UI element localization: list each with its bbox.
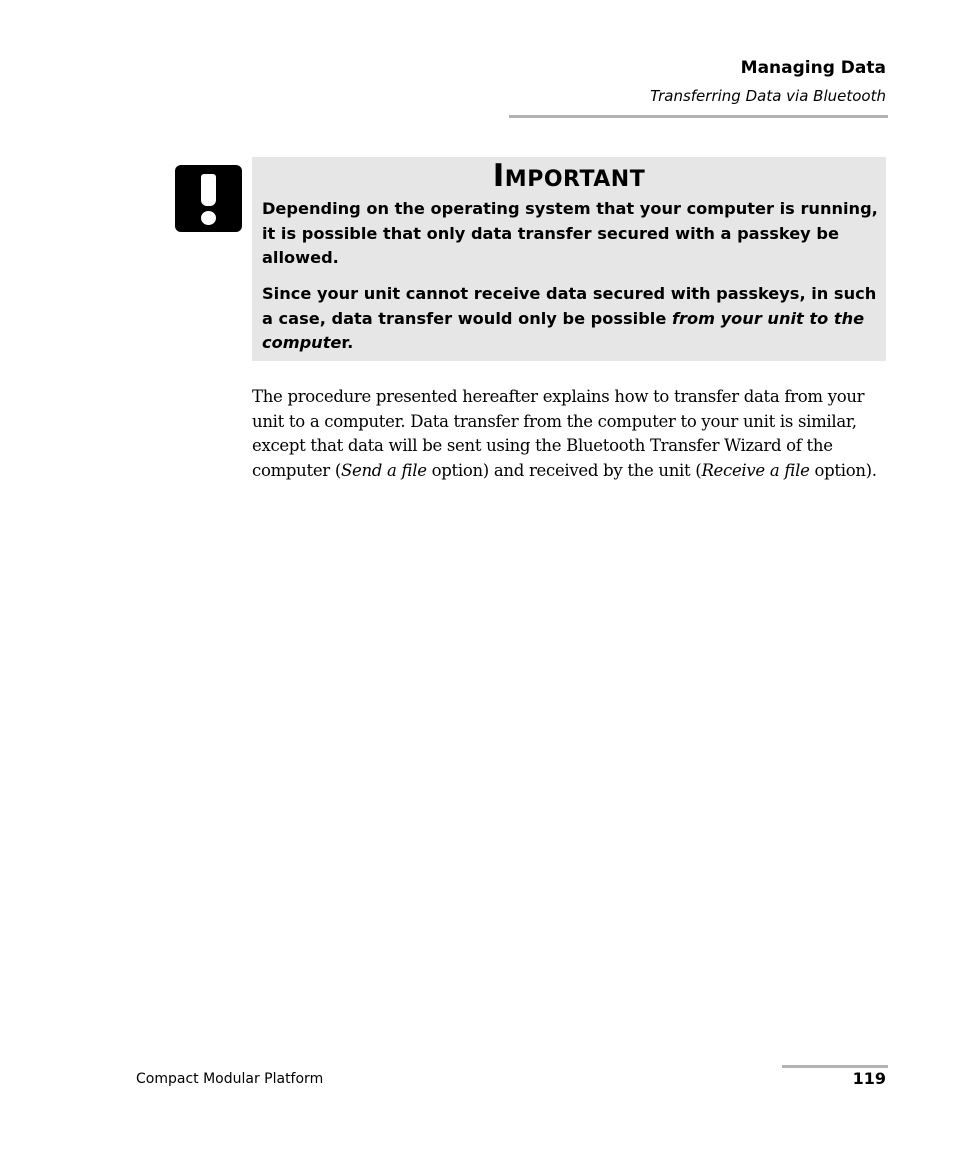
important-notice [252, 157, 886, 361]
procedure-intro-paragraph [252, 385, 888, 483]
exclamation-dot [201, 211, 216, 225]
header-divider [509, 115, 888, 118]
important-paragraph-2-emphasis: from your unit to the compute [262, 308, 865, 352]
exclamation-icon [175, 165, 242, 232]
section-title: Transferring Data via Bluetooth [650, 87, 886, 105]
body-text-part-3: option). [809, 460, 877, 480]
send-a-file-option: Send a file [340, 460, 427, 480]
important-paragraph-1: Depending on the operating system that your computer is running, it is possible that only data transfer secured with a passkey be allowed. [262, 199, 878, 267]
page-number: 119 [852, 1069, 886, 1088]
body-text-part-1: The procedure presented hereafter explains how to transfer data from your unit to a computer. Data transfer from the computer to your unit is similar, except that data will be sent using the Bluetooth Transfer Wizard of the computer ( [252, 387, 865, 480]
chapter-title: Managing Data [740, 58, 886, 78]
important-paragraph-2-lead: Since your unit cannot receive data secured with passkeys, in such a case, data transfer would only be possible [262, 284, 877, 328]
important-paragraph-2-end: r. [341, 333, 354, 352]
footer-product-name: Compact Modular Platform [136, 1071, 324, 1087]
important-paragraph-2 [262, 282, 882, 356]
important-title: Important [492, 158, 646, 194]
footer-divider [782, 1065, 888, 1068]
receive-a-file-option: Receive a file [701, 460, 810, 480]
body-text-part-2: option) and received by the unit ( [426, 460, 702, 480]
exclamation-bar [201, 174, 216, 206]
